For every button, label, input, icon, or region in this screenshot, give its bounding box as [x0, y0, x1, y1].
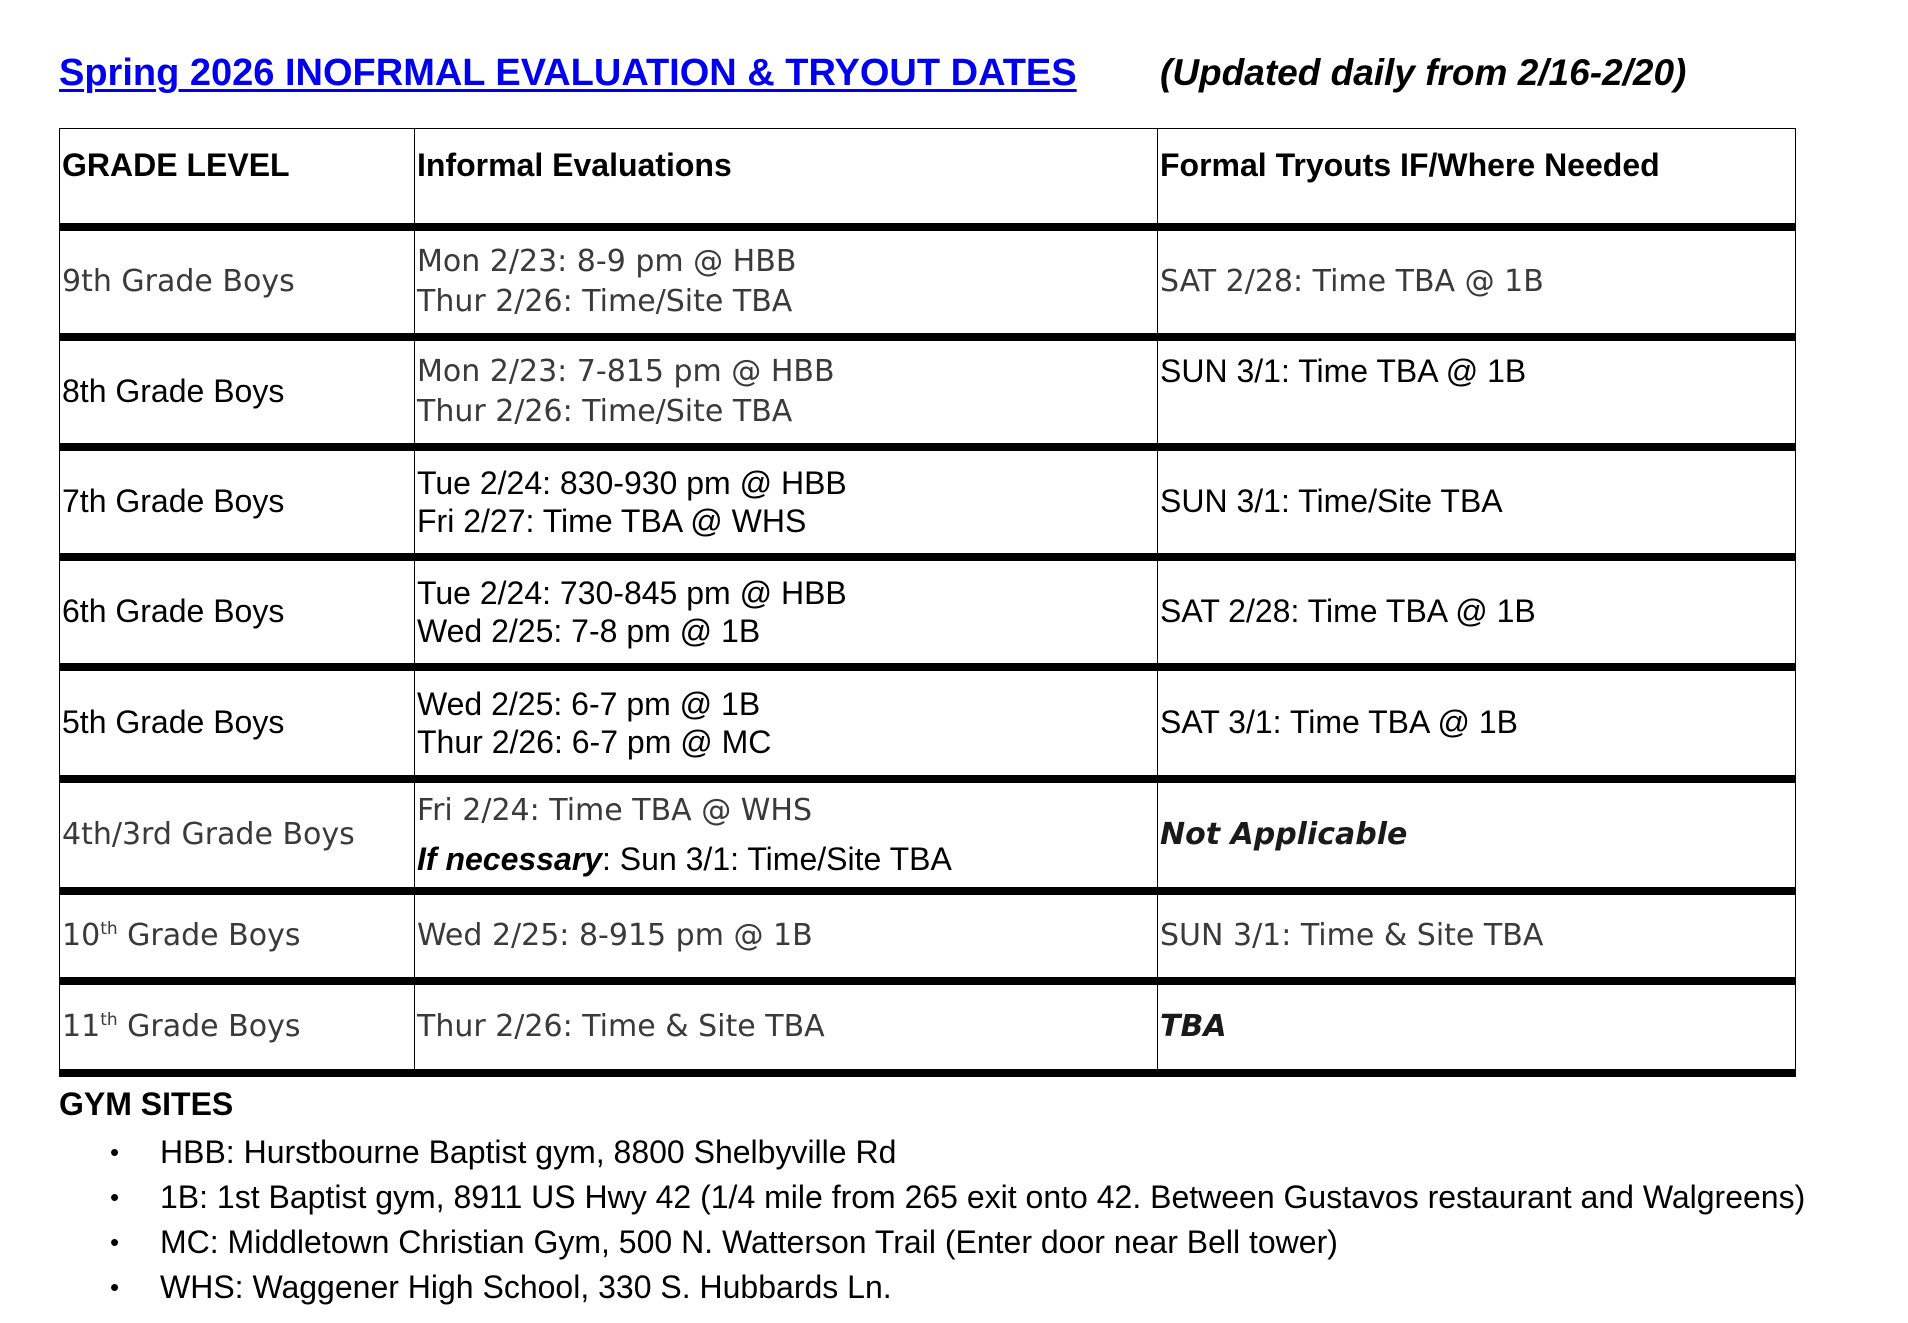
formal-label: SAT 3/1: Time TBA @ 1B [1160, 704, 1518, 740]
formal-cell [1158, 891, 1796, 981]
formal-cell [1158, 447, 1796, 557]
grade-cell [60, 891, 415, 981]
formal-cell [1158, 981, 1796, 1073]
grade-cell [60, 227, 415, 337]
informal-line: Wed 2/25: 7-8 pm @ 1B [417, 612, 761, 649]
bullet-icon: • [110, 1182, 120, 1212]
table-header-row [60, 129, 1796, 227]
informal-line: Wed 2/25: 8-915 pm @ 1B [417, 918, 813, 953]
table-row [60, 447, 1796, 557]
informal-cell [415, 779, 1158, 891]
if-necessary-emphasis: If necessary [417, 840, 603, 877]
informal-cell [415, 337, 1158, 447]
formal-label: SUN 3/1: Time/Site TBA [1160, 483, 1503, 519]
grade-suffix: th [100, 1010, 118, 1030]
gym-sites-list [59, 1130, 1805, 1310]
informal-cell [415, 891, 1158, 981]
informal-line: Fri 2/24: Time TBA @ WHS [417, 792, 813, 828]
header-informal-evaluations: Informal Evaluations [415, 129, 1158, 227]
informal-line: Tue 2/24: 730-845 pm @ HBB [417, 574, 847, 611]
grade-cell [60, 447, 415, 557]
list-item [59, 1220, 1805, 1265]
gym-sites-title: GYM SITES [59, 1086, 234, 1122]
grade-label: 8th Grade Boys [62, 373, 285, 409]
update-note: (Updated daily from 2/16-2/20) [1160, 52, 1687, 93]
formal-cell [1158, 337, 1796, 447]
grade-label [62, 1009, 301, 1044]
grade-label: 4th/3rd Grade Boys [62, 817, 355, 852]
grade-label: 6th Grade Boys [62, 593, 285, 629]
informal-line [417, 835, 1157, 883]
formal-cell [1158, 557, 1796, 667]
formal-label: SAT 2/28: Time TBA @ 1B [1160, 593, 1536, 629]
informal-line: Wed 2/25: 6-7 pm @ 1B [417, 685, 761, 722]
table-row [60, 667, 1796, 779]
grade-rest: Grade Boys [117, 1009, 301, 1044]
grade-cell [60, 667, 415, 779]
gym-site-text: MC: Middletown Christian Gym, 500 N. Watterson Trail (Enter door near Bell tower) [160, 1224, 1338, 1260]
list-item [59, 1265, 1805, 1310]
grade-label: 9th Grade Boys [62, 264, 295, 299]
grade-cell [60, 779, 415, 891]
informal-cell [415, 667, 1158, 779]
table-row [60, 981, 1796, 1073]
bullet-icon: • [110, 1137, 120, 1167]
grade-suffix: th [100, 919, 118, 939]
list-item [59, 1130, 1805, 1175]
informal-cell [415, 447, 1158, 557]
table-row [60, 891, 1796, 981]
grade-number: 10 [62, 918, 101, 953]
table-row [60, 779, 1796, 891]
formal-label: TBA [1160, 1009, 1227, 1044]
table-row [60, 227, 1796, 337]
gym-site-text: WHS: Waggener High School, 330 S. Hubbards Ln. [160, 1269, 892, 1305]
informal-cell [415, 227, 1158, 337]
table-row [60, 337, 1796, 447]
informal-line: Fri 2/27: Time TBA @ WHS [417, 502, 807, 539]
grade-label [62, 918, 301, 953]
bullet-icon: • [110, 1272, 120, 1302]
grade-rest: Grade Boys [117, 918, 301, 953]
formal-label: SUN 3/1: Time & Site TBA [1160, 918, 1544, 953]
gym-site-text: 1B: 1st Baptist gym, 8911 US Hwy 42 (1/4 mile from 265 exit onto 42. Between Gustavos restaurant and Walgreens) [160, 1179, 1806, 1215]
informal-rest: : Sun 3/1: Time/Site TBA [602, 840, 952, 877]
grade-cell [60, 981, 415, 1073]
informal-line: Mon 2/23: 7-815 pm @ HBB [417, 353, 835, 389]
gym-site-text: HBB: Hurstbourne Baptist gym, 8800 Shelbyville Rd [160, 1134, 897, 1170]
informal-line: Thur 2/26: Time/Site TBA [417, 283, 793, 319]
formal-cell [1158, 779, 1796, 891]
informal-line: Mon 2/23: 8-9 pm @ HBB [417, 243, 797, 279]
list-item [59, 1175, 1805, 1220]
bullet-icon: • [110, 1227, 120, 1257]
table-row [60, 557, 1796, 667]
formal-label: Not Applicable [1160, 817, 1408, 852]
formal-cell [1158, 227, 1796, 337]
formal-label: SUN 3/1: Time TBA @ 1B [1160, 352, 1527, 389]
tryout-schedule-table [59, 128, 1796, 1077]
grade-label: 5th Grade Boys [62, 704, 285, 740]
title-row [59, 52, 1687, 98]
header-grade-level: GRADE LEVEL [60, 129, 415, 227]
informal-line: Thur 2/26: Time & Site TBA [417, 1009, 825, 1044]
grade-label: 7th Grade Boys [62, 483, 285, 519]
informal-line: Tue 2/24: 830-930 pm @ HBB [417, 464, 847, 501]
informal-cell [415, 557, 1158, 667]
header-formal-tryouts: Formal Tryouts IF/Where Needed [1158, 129, 1796, 227]
grade-cell [60, 557, 415, 667]
formal-cell [1158, 667, 1796, 779]
grade-cell [60, 337, 415, 447]
page-title-link[interactable]: Spring 2026 INOFRMAL EVALUATION & TRYOUT DATES [59, 52, 1077, 94]
informal-line: Thur 2/26: 6-7 pm @ MC [417, 723, 772, 760]
informal-line: Thur 2/26: Time/Site TBA [417, 393, 793, 429]
informal-cell [415, 981, 1158, 1073]
grade-number: 11 [62, 1009, 101, 1044]
formal-label: SAT 2/28: Time TBA @ 1B [1160, 264, 1544, 299]
